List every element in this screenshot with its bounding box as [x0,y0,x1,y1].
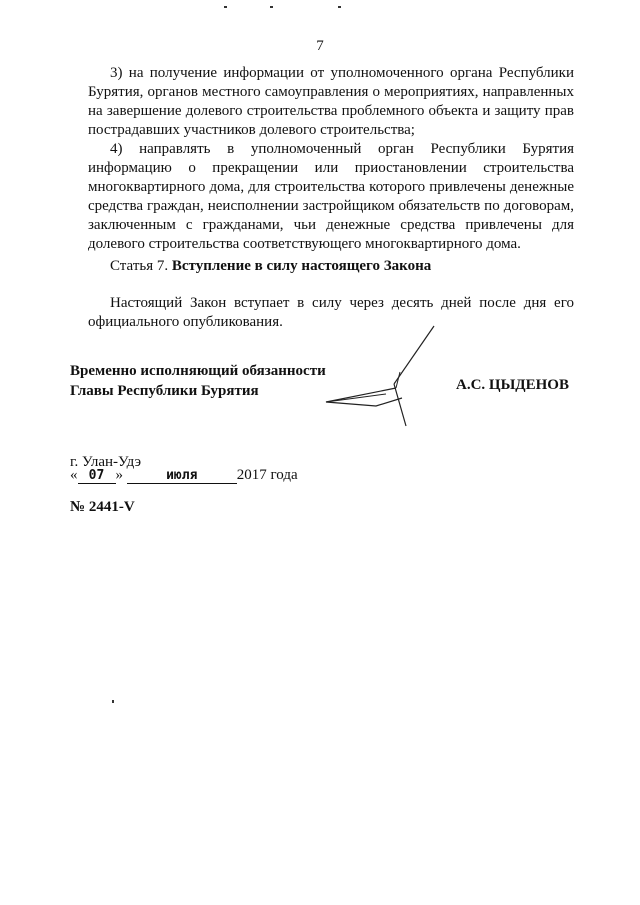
article-title: Вступление в силу настоящего Закона [171,258,432,274]
paragraph-item-4: 4) направлять в уполномоченный орган Республики Бурятия информацию о прекращении или приостановлении строительства многоквартирного дома, для строительства которого привлечены денежные средства граждан, неисполнении застройщиком обязательств по договорам, заключенным с гражданами, чьи денежные средства привлечены для долевого строительства соответствующего многоквартирного дома. [88,141,574,252]
article-prefix: Статья 7. [110,258,169,274]
body-paragraphs [88,64,574,254]
signatory-position-line2: Главы Республики Бурятия [70,383,259,399]
signatory-name: А.С. ЦЫДЕНОВ [456,377,569,393]
article-heading [110,257,570,276]
date-year: 2017 года [236,467,298,483]
paragraph-item-3: 3) на получение информации от уполномоченного органа Республики Бурятия, органов местного самоуправления о мероприятиях, направленных на завершение долевого строительства проблемного объекта и защиту прав пострадавших участников долевого строительства; [88,65,574,138]
place-of-signing: г. Улан-Удэ [70,454,142,470]
signatory-position [70,361,326,401]
law-effect-paragraph: Настоящий Закон вступает в силу через десять дней после дня его официального опубликования. [88,295,574,330]
signing-date [70,467,298,484]
law-number: № 2441-V [70,499,135,515]
signatory-position-line1: Временно исполняющий обязанности [70,363,326,379]
date-day: 07 [78,468,116,484]
page-number: 7 [316,38,324,54]
handwritten-signature [316,322,442,430]
date-open-quote: « [70,467,78,483]
date-month: июля [127,468,237,484]
date-close-quote: » [115,467,123,483]
